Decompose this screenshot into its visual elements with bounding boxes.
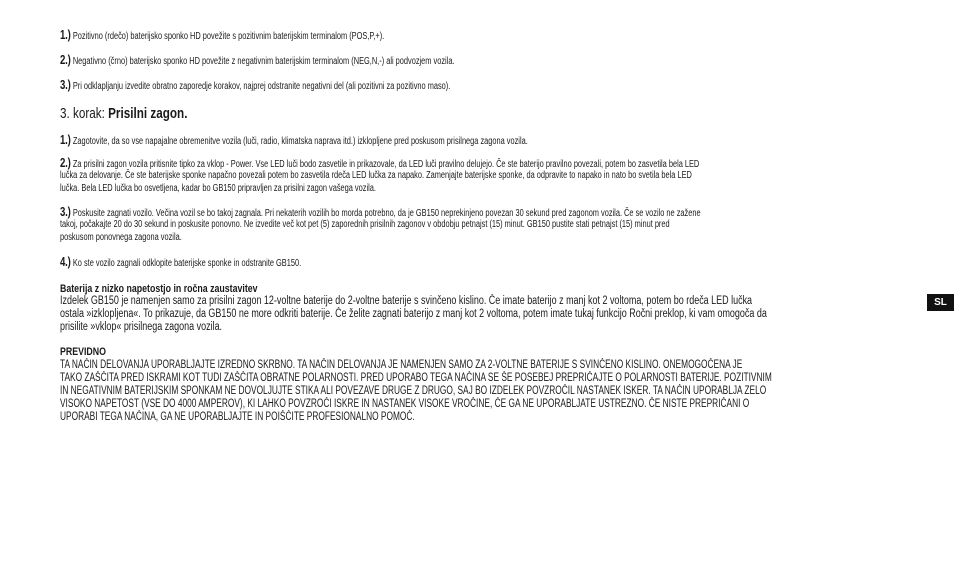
- step-heading: [60, 104, 926, 126]
- section-text-line: ostala »izklopljena«. To prikazuje, da GB150 ne more odkriti baterije. Če želite zagnati baterijo z manj kot 2 voltoma, potem imate tukaj funkcijo Ročni preklop, ki vam omogoča da: [60, 308, 767, 320]
- jump-start-item-1: [60, 132, 926, 148]
- section-heading: Baterija z nizko napetostjo in ročna zaustavitev: [60, 283, 258, 295]
- warning-text-line: TAKO ZAŠČITA PRED ISKRAMI KOT TUDI ZAŠČITA OBRATNE POLARNOSTI. PRED UPORABO TEGA NAČINA SE ŠE POSEBEJ PREPRIČAJTE O POLARNOSTI BATERIJE. POZITIVNIM: [60, 372, 772, 384]
- item-text-line: Poskusite zagnati vozilo. Večina vozil se bo takoj zagnala. Pri nekaterih vozilih bo morda potrebno, da je GB150 neprekinjeno povezan 30 sekund pred zagonom vozila. Če se vozilo ne zažene: [72, 208, 701, 219]
- item-number: 1.): [60, 132, 71, 147]
- step-text: Negativno (črno) baterijsko sponko HD povežite z negativnim baterijskim terminalom (NEG,N,-) ali podvozjem vozila.: [72, 56, 455, 67]
- step-heading-prefix: 3. korak:: [60, 105, 109, 122]
- warning-text-line: VISOKO NAPETOST (VSE DO 4000 AMPEROV), KI LAHKO POVZROČI ISKRE IN NASTANEK VISOKE VROČINE, ČE GA NE UPORABLJATE USTREZNO. ČE NISTE PREPRIČANI O: [60, 398, 750, 410]
- item-text: Zagotovite, da so vse napajalne obremenitve vozila (luči, radio, klimatska naprava itd.) izklopljene pred poskusom prisilnega zagona vozila.: [72, 136, 528, 147]
- step-text: Pozitivno (rdečo) baterijsko sponko HD povežite s pozitivnim baterijskim terminalom (POS,P,+).: [72, 31, 385, 42]
- step-number: 1.): [60, 27, 71, 42]
- language-badge: SL: [927, 294, 954, 311]
- connection-step-2: [60, 51, 926, 76]
- item-text-line: takoj, počakajte 20 do 30 sekund in poskusite ponovno. Ne izvedite več kot pet (5) zaporednih prisilnih zagonov v obdobju petnajst (15) minut. GB150 pustite stati petnajst (15) minut pred: [60, 219, 670, 230]
- item-text-line: Za prisilni zagon vozila pritisnite tipko za vklop - Power. Vse LED luči bodo zasvetile in prikazovale, da LED luči pravilno delujejo. Če ste baterijo pravilno povezali, potem bo zasvetila bela LED: [72, 159, 700, 170]
- manual-page: [60, 26, 926, 424]
- connection-steps: [60, 26, 926, 98]
- item-number: 2.): [60, 155, 71, 170]
- jump-start-item-2: [60, 156, 926, 195]
- warning-heading: PREVIDNO: [60, 346, 106, 358]
- jump-start-item-4: [60, 254, 926, 270]
- section-text-line: Izdelek GB150 je namenjen samo za prisilni zagon 12-voltne baterije do 2-voltne baterije s svinčeno kislino. Če imate baterijo z manj kot 2 voltoma, potem bo rdeča LED lučka: [60, 295, 753, 307]
- connection-step-3: [60, 76, 926, 98]
- step-number: 2.): [60, 52, 71, 67]
- warning-section: [60, 346, 926, 424]
- item-number: 3.): [60, 204, 71, 219]
- warning-text-line: IN NEGATIVNIM BATERIJSKIM SPONKAM NE DOVOLJUJTE STIKA ALI POVEZAVE DRUGE Z DRUGO, SAJ BO IZDELEK POVZROČIL NASTANEK ISKER. TA NAČIN UPORABLJA ZELO: [60, 385, 767, 397]
- low-voltage-section: [60, 283, 926, 334]
- warning-text-line: TA NAČIN DELOVANJA UPORABLJAJTE IZREDNO SKRBNO. TA NAČIN DELOVANJA JE NAMENJEN SAMO ZA 2-VOLTNE BATERIJE S SVINČENO KISLINO. ONEMOGOČENA JE: [60, 359, 743, 371]
- step-heading-title: Prisilni zagon.: [108, 105, 188, 122]
- connection-step-1: [60, 26, 926, 51]
- section-text-line: prisilite »vklop« prisilnega zagona vozila.: [60, 321, 223, 333]
- item-text-line: lučka za delovanje. Če ste baterijske sponke napačno povezali potem bo zasvetila rdeča LED lučka za napako. Zamenjajte baterijske sponke, da odpravite to napako in nato bo svetila bela LED: [60, 170, 692, 181]
- jump-start-item-3: [60, 205, 926, 244]
- item-text: Ko ste vozilo zagnali odklopite baterijske sponke in odstranite GB150.: [72, 258, 302, 269]
- step-number: 3.): [60, 77, 71, 92]
- item-text-line: lučka. Bela LED lučka bo osvetljena, kadar bo GB150 pripravljen za prisilni zagon vašega vozila.: [60, 183, 376, 194]
- item-number: 4.): [60, 254, 71, 269]
- warning-text-line: UPORABI TEGA NAČINA, GA NE UPORABLJAJTE IN POIŠČITE PROFESIONALNO POMOČ.: [60, 411, 415, 423]
- item-text-line: poskusom ponovnega zagona vozila.: [60, 232, 182, 243]
- step-text: Pri odklapljanju izvedite obratno zaporedje korakov, najprej odstranite negativni del (ali pozitivni za pozitivno maso).: [72, 81, 451, 92]
